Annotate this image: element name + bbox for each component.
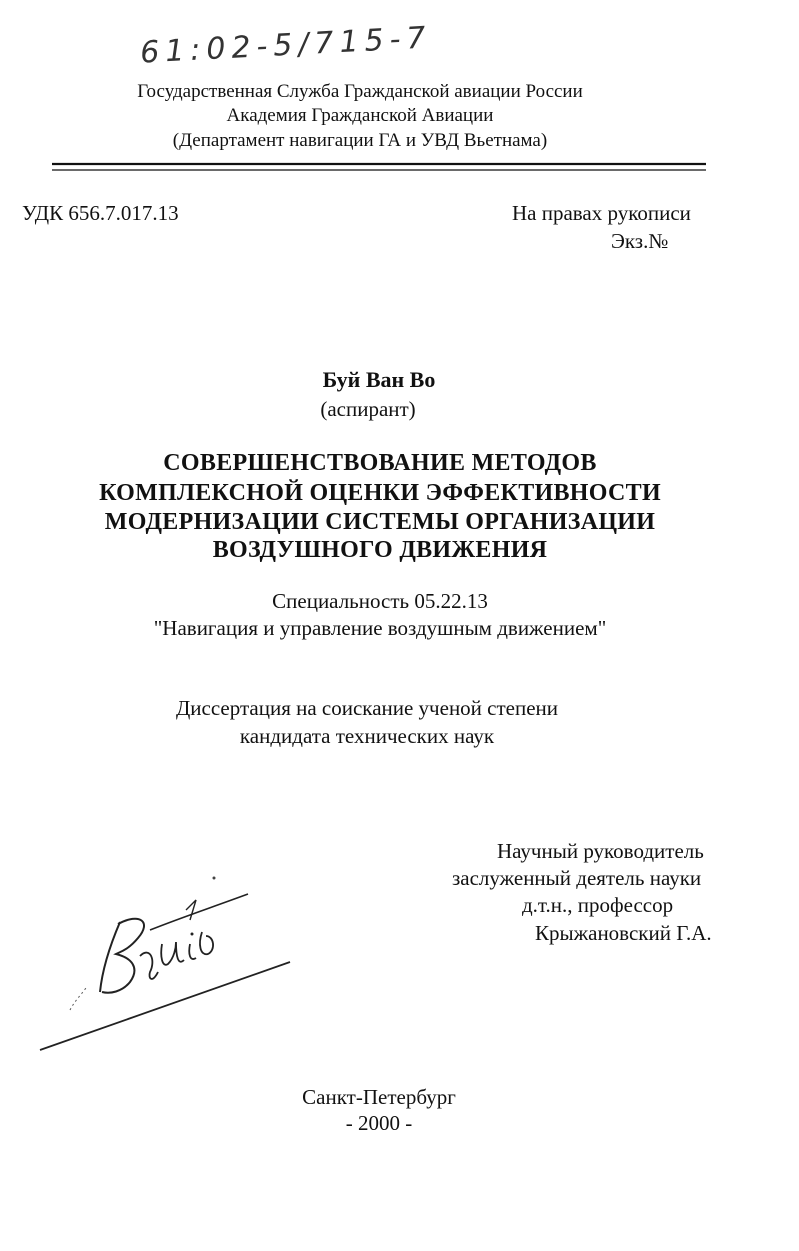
organization-line-1: Государственная Служба Гражданской авиации России (137, 81, 583, 102)
thesis-title-line-4: ВОЗДУШНОГО ДВИЖЕНИЯ (212, 537, 548, 563)
archive-handwritten-mark: 61:02-5/715-7 (139, 20, 433, 71)
supervisor-degree: д.т.н., профессор (522, 893, 674, 917)
udk-code: УДК 656.7.017.13 (22, 201, 179, 225)
city-of-publication: Санкт-Петербург (302, 1085, 456, 1109)
supervisor-label: Научный руководитель (497, 839, 704, 863)
supervisor-honorary-title: заслуженный деятель науки (452, 866, 702, 890)
header-double-rule (0, 0, 799, 200)
supervisor-name: Крыжановский Г.А. (535, 921, 712, 945)
organization-line-2: Академия Гражданской Авиации (226, 105, 494, 126)
thesis-title-line-1: СОВЕРШЕНСТВОВАНИЕ МЕТОДОВ (163, 450, 597, 476)
rights-notice: На правах рукописи (512, 201, 691, 225)
author-name: Буй Ван Во (322, 367, 436, 392)
specialty-name: "Навигация и управление воздушным движением" (153, 616, 607, 640)
author-role: (аспирант) (320, 397, 416, 421)
thesis-title-line-2: КОМПЛЕКСНОЙ ОЦЕНКИ ЭФФЕКТИВНОСТИ (99, 480, 661, 506)
organization-line-3: (Департамент навигации ГА и УВД Вьетнама) (172, 130, 548, 151)
dissertation-purpose: Диссертация на соискание ученой степени (175, 696, 559, 720)
specialty-code: Специальность 05.22.13 (272, 589, 488, 613)
year-of-publication: - 2000 - (345, 1111, 413, 1135)
thesis-title-line-3: МОДЕРНИЗАЦИИ СИСТЕМЫ ОРГАНИЗАЦИИ (104, 509, 656, 535)
copy-number-label: Экз.№ (611, 229, 669, 253)
dissertation-degree: кандидата технических наук (239, 724, 495, 748)
author-signature (0, 860, 320, 1060)
